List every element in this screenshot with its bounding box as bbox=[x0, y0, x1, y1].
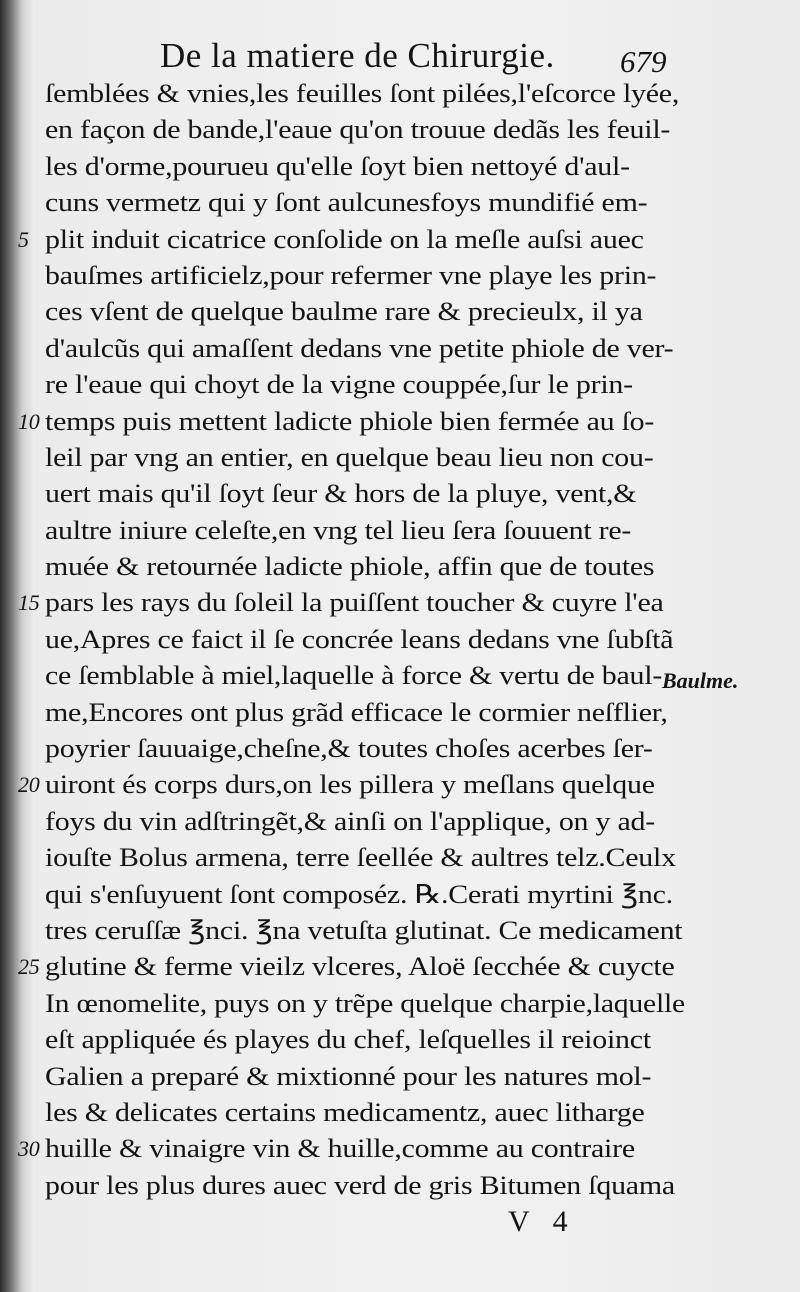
line-text: poyrier ſauuaige,cheſne,& toutes choſes acerbes ſer- bbox=[45, 734, 653, 764]
line-number: 15 bbox=[18, 590, 40, 616]
line-text: foys du vin adſtringẽt,& ainſi on l'applique, on y ad- bbox=[45, 806, 655, 836]
text-line bbox=[45, 1168, 685, 1204]
line-text: uert mais qu'il ſoyt ſeur & hors de la pluye, vent,& bbox=[45, 479, 637, 509]
line-text: les d'orme,pourueu qu'elle ſoyt bien nettoyé d'aul- bbox=[45, 151, 630, 181]
text-line bbox=[45, 695, 685, 731]
line-text: muée & retournée ladicte phiole, affin que de toutes bbox=[45, 552, 655, 582]
line-text: pars les rays du ſoleil la puiſſent toucher & cuyre l'ea bbox=[45, 588, 664, 618]
line-text: bauſmes artificielz,pour refermer vne playe les prin- bbox=[45, 260, 657, 290]
line-text: cuns vermetz qui y ſont aulcunesfoys mundifié em- bbox=[45, 188, 648, 218]
line-text: huille & vinaigre vin & huille,comme au contraire bbox=[45, 1134, 635, 1164]
line-number: 25 bbox=[18, 954, 40, 980]
text-line bbox=[18, 949, 685, 985]
line-text: eſt appliquée és playes du chef, leſquelles il reioinct bbox=[45, 1025, 651, 1055]
line-number: 5 bbox=[18, 226, 29, 252]
text-line bbox=[45, 804, 685, 840]
text-line bbox=[45, 112, 685, 148]
margin-note: Baulme. bbox=[662, 668, 739, 693]
line-text: ue,Apres ce faict il ſe concrée leans dedans vne ſubſtã bbox=[45, 624, 674, 654]
text-line bbox=[45, 913, 685, 949]
text-line bbox=[45, 294, 685, 330]
body-text bbox=[18, 76, 685, 1204]
text-line bbox=[18, 222, 685, 258]
line-text: iouſte Bolus armena, terre ſeellée & aultres telz.Ceulx bbox=[45, 843, 676, 873]
page-number: 679 bbox=[620, 44, 667, 79]
line-text: aultre iniure celeſte,en vng tel lieu ſera ſouuent re- bbox=[45, 515, 632, 545]
signature-mark: V 4 bbox=[508, 1205, 576, 1238]
text-line bbox=[18, 404, 685, 440]
line-text: plit induit cicatrice conſolide on la meſle auſsi auec bbox=[45, 224, 644, 254]
text-line bbox=[18, 1131, 685, 1167]
text-line bbox=[45, 440, 685, 476]
text-line bbox=[45, 986, 685, 1022]
text-line bbox=[45, 476, 685, 512]
line-text: qui s'enſuyuent ſont composéz. ℞.Cerati myrtini ℥nc. bbox=[45, 879, 673, 909]
line-number: 30 bbox=[18, 1136, 40, 1162]
line-text: pour les plus dures auec verd de gris Bitumen ſquama bbox=[45, 1170, 675, 1200]
text-line bbox=[45, 1095, 685, 1131]
text-line bbox=[45, 185, 685, 221]
line-text: me,Encores ont plus grãd efficace le cormier neſflier, bbox=[45, 697, 668, 727]
text-line bbox=[45, 1059, 685, 1095]
text-line bbox=[45, 877, 685, 913]
text-line bbox=[45, 549, 685, 585]
line-text: d'aulcũs qui amaſſent dedans vne petite phiole de ver- bbox=[45, 333, 674, 363]
line-text: leil par vng an entier, en quelque beau lieu non cou- bbox=[45, 442, 654, 472]
line-text: In œnomelite, puys on y trẽpe quelque charpie,laquelle bbox=[45, 988, 685, 1018]
line-text: glutine & ferme vieilz vlceres, Aloë ſecchée & cuycte bbox=[45, 952, 675, 982]
line-text: uiront és corps durs,on les pillera y meſlans quelque bbox=[45, 770, 655, 800]
text-line bbox=[45, 149, 685, 185]
text-line bbox=[18, 767, 685, 803]
text-line bbox=[45, 731, 685, 767]
text-line bbox=[45, 658, 685, 694]
line-number: 20 bbox=[18, 772, 40, 798]
line-text: temps puis mettent ladicte phiole bien fermée au ſo- bbox=[45, 406, 655, 436]
line-text: les & delicates certains medicamentz, auec litharge bbox=[45, 1097, 645, 1127]
line-text: tres ceruſſæ ℥nci. ℥na vetuſta glutinat. Ce medicament bbox=[45, 915, 683, 945]
text-line bbox=[45, 513, 685, 549]
line-text: ſemblées & vnies,les feuilles ſont pilées,l'eſcorce lyée, bbox=[45, 79, 680, 108]
text-line bbox=[45, 258, 685, 294]
text-line bbox=[45, 622, 685, 658]
line-text: Galien a preparé & mixtionné pour les natures mol- bbox=[45, 1061, 652, 1091]
line-text: re l'eaue qui choyt de la vigne couppée,ſur le prin- bbox=[45, 370, 633, 400]
text-line bbox=[45, 840, 685, 876]
line-text: en façon de bande,l'eaue qu'on trouue dedãs les feuil- bbox=[45, 115, 671, 145]
text-line bbox=[45, 367, 685, 403]
line-text: ces vſent de quelque baulme rare & precieulx, il ya bbox=[45, 297, 643, 327]
text-line bbox=[45, 76, 685, 112]
line-number: 10 bbox=[18, 408, 40, 434]
text-line bbox=[45, 331, 685, 367]
running-title: De la matiere de Chirurgie. bbox=[160, 36, 555, 75]
text-line bbox=[18, 585, 685, 621]
line-text: ce ſemblable à miel,laquelle à force & vertu de baul- bbox=[45, 661, 663, 691]
text-line bbox=[45, 1022, 685, 1058]
